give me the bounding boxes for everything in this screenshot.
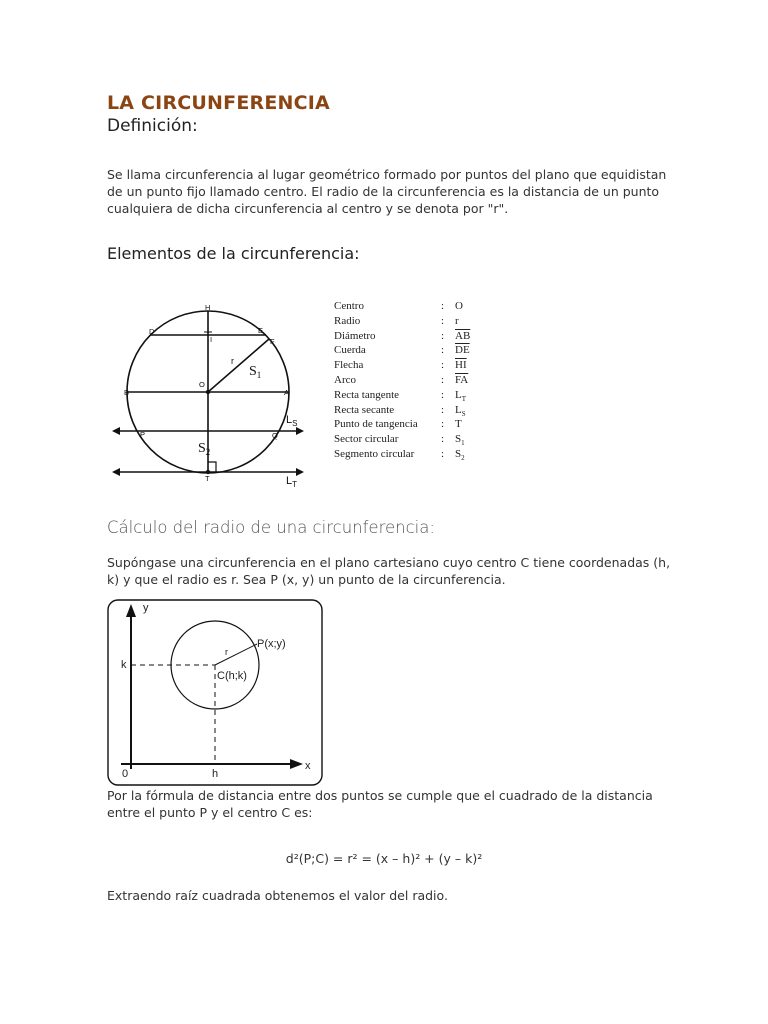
table-label: Punto de tangencia xyxy=(334,418,418,431)
table-row: Arco : $\overline{FA}$ xyxy=(334,373,469,386)
table-row: Centro : O xyxy=(334,300,463,312)
label-ls: $L_S$ xyxy=(286,414,298,428)
table-label: Radio xyxy=(334,314,361,327)
cartesian-circle-diagram xyxy=(107,599,324,787)
table-label: Recta tangente xyxy=(334,388,400,401)
table-label: Centro xyxy=(334,300,364,312)
label-i: I xyxy=(210,335,213,344)
label-q: Q xyxy=(272,431,278,440)
label-k: k xyxy=(121,659,127,671)
table-symbol: T xyxy=(455,418,462,431)
label-y: y xyxy=(143,602,149,614)
table-row: Radio : r xyxy=(334,314,459,327)
label-a: A xyxy=(284,388,290,397)
label-h: H xyxy=(205,303,211,312)
circle-elements-diagram xyxy=(110,296,310,488)
table-row: Recta tangente : $L_T$ xyxy=(334,388,467,403)
table-symbol: $\overline{FA}$ xyxy=(455,373,469,386)
table-row: Recta secante : $L_S$ xyxy=(334,403,466,418)
definicion-heading: Definición: xyxy=(107,116,198,136)
table-symbol: $\overline{AB}$ xyxy=(455,329,471,342)
label-f: F xyxy=(270,337,275,346)
table-symbol: $S_2$ xyxy=(455,447,465,463)
label-c: C(h;k) xyxy=(217,670,247,682)
table-label: Recta secante xyxy=(334,403,395,416)
table-label: Flecha xyxy=(334,359,364,372)
table-row: Flecha : $\overline{HI}$ xyxy=(334,359,467,372)
elementos-heading: Elementos de la circunferencia: xyxy=(107,244,360,263)
table-label: Segmento circular xyxy=(334,447,415,460)
elements-table xyxy=(332,300,492,463)
extraendo-paragraph: Extraendo raíz cuadrada obtenemos el valor del radio. xyxy=(107,888,448,903)
label-r: r xyxy=(225,647,228,657)
table-symbol: $\overline{HI}$ xyxy=(455,359,467,372)
table-row: Sector circular : $S_1$ xyxy=(334,433,465,448)
table-symbol: $L_S$ xyxy=(455,403,466,418)
label-s2: $S_2$ xyxy=(198,441,211,457)
table-label: Arco xyxy=(334,373,356,386)
table-symbol: r xyxy=(455,314,459,327)
table-label: Cuerda xyxy=(334,344,366,357)
table-row: Diámetro : $\overline{AB}$ xyxy=(334,329,471,342)
label-s1: $S_1$ xyxy=(249,364,262,380)
table-symbol: $S_1$ xyxy=(455,433,465,448)
distance-formula: d²(P;C) = r² = (x – h)² + (y – k)² xyxy=(285,851,483,866)
label-o: O xyxy=(199,380,205,389)
label-e: E xyxy=(258,326,264,335)
label-origin: 0 xyxy=(122,768,129,780)
label-p: P xyxy=(140,430,146,439)
label-r: r xyxy=(231,356,234,366)
label-h: h xyxy=(212,768,219,780)
table-row: Punto de tangencia : T xyxy=(334,418,462,431)
distancia-paragraph: Por la fórmula de distancia entre dos puntos se cumple que el cuadrado de la distancia entre el punto P y el centro C es: xyxy=(107,788,653,820)
table-row: Cuerda : $\overline{DE}$ xyxy=(334,344,470,357)
definicion-paragraph: Se llama circunferencia al lugar geométrico formado por puntos del plano que equidistan de un punto fijo llamado centro. El radio de la circunferencia es la distancia de un punto cualquiera de dicha circunferencia al centro y se denota por "r". xyxy=(107,167,667,216)
table-row: Segmento circular : $S_2$ xyxy=(334,447,465,463)
label-x: x xyxy=(305,760,311,772)
table-symbol: $L_T$ xyxy=(455,388,467,403)
table-label: Sector circular xyxy=(334,433,399,446)
label-d: D xyxy=(149,327,155,336)
label-b: B xyxy=(124,388,130,397)
calculo-paragraph: Supóngase una circunferencia en el plano cartesiano cuyo centro C tiene coordenadas (h, k) y que el radio es r. Sea P (x, y) un punto de la circunferencia. xyxy=(107,555,671,587)
radius-line xyxy=(208,339,269,392)
label-t: T xyxy=(205,474,210,483)
label-lt: $L_T$ xyxy=(286,475,298,488)
table-label: Diámetro xyxy=(334,329,376,342)
calculo-heading: Cálculo del radio de una circunferencia: xyxy=(107,518,435,537)
page-title: LA CIRCUNFERENCIA xyxy=(107,92,330,114)
table-symbol: $\overline{DE}$ xyxy=(455,344,470,357)
label-p: P(x;y) xyxy=(257,638,286,650)
table-symbol: O xyxy=(455,300,463,312)
